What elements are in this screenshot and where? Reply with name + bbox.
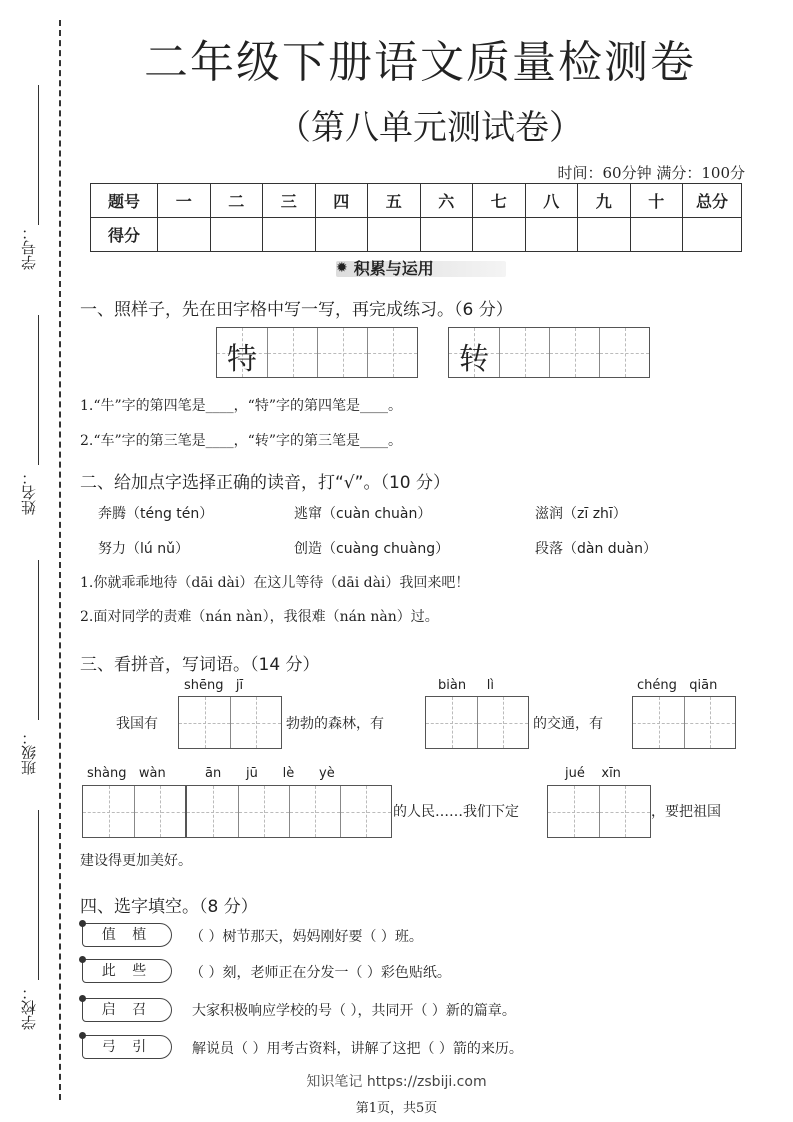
score-table-cell: 十	[630, 184, 683, 218]
score-cell[interactable]	[368, 218, 421, 252]
q2-title: 二、给加点字选择正确的读音，打“√”。（10 分）	[80, 473, 450, 493]
score-table-cell: 六	[420, 184, 473, 218]
q3-text: 我国有	[116, 716, 158, 732]
q2-line-1: 1.你就乖乖地待（dāi dài）在这儿等待（dāi dài）我回来吧！	[80, 575, 470, 591]
char-choice-pill: 值 植	[82, 923, 172, 947]
score-cell[interactable]	[525, 218, 578, 252]
answer-grid[interactable]	[186, 785, 392, 838]
student-id-blank	[38, 85, 39, 225]
score-cell[interactable]	[420, 218, 473, 252]
q3-text: 勃勃的森林，有	[286, 716, 384, 732]
q2-item: 努力（lú nǔ）	[98, 541, 189, 557]
q4-title: 四、选字填空。（8 分）	[80, 897, 258, 917]
tianzige-grid-b[interactable]	[448, 327, 650, 378]
exam-meta: 时间：60分钟 满分：100分	[557, 164, 745, 182]
school-label: 学校：	[20, 985, 38, 1030]
answer-grid[interactable]	[82, 785, 186, 838]
answer-grid[interactable]	[632, 696, 736, 749]
binding-dashed-line	[59, 20, 61, 1100]
score-cell[interactable]	[578, 218, 631, 252]
score-table	[90, 183, 742, 252]
q2-item: 段落（dàn duàn）	[535, 541, 658, 557]
q1-line-2: 2.“车”字的第三笔是____，“转”字的第三笔是____。	[80, 433, 402, 449]
class-label: 班级：	[20, 730, 38, 775]
pinyin: biàn lì	[438, 678, 494, 693]
score-table-score-row	[91, 218, 742, 252]
score-table-cell: 一	[158, 184, 211, 218]
class-blank	[38, 560, 39, 720]
score-table-header-row	[91, 184, 742, 218]
score-table-cell: 二	[210, 184, 263, 218]
q2-item: 滋润（zī zhī）	[535, 506, 627, 522]
school-blank	[38, 810, 39, 980]
sample-char: 转	[459, 342, 489, 377]
section-banner	[336, 256, 434, 279]
q3-text: 的人民……我们下定	[393, 804, 519, 820]
q2-item: 逃窜（cuàn chuàn）	[294, 506, 432, 522]
score-table-cell: 三	[263, 184, 316, 218]
char-choice-pill: 此 些	[82, 959, 172, 983]
pinyin: jué xīn	[565, 766, 621, 781]
name-label: 姓名：	[20, 470, 38, 515]
score-table-cell: 九	[578, 184, 631, 218]
score-table-cell: 题号	[91, 184, 158, 218]
answer-grid[interactable]	[547, 785, 651, 838]
q3-text: 的交通，有	[533, 716, 603, 732]
answer-grid[interactable]	[425, 696, 529, 749]
char-choice-pill: 弓 引	[82, 1035, 172, 1059]
q4-sentence: 大家积极响应学校的号（ ），共同开（ ）新的篇章。	[192, 1003, 516, 1019]
score-cell[interactable]	[473, 218, 526, 252]
char-choice-pill: 启 召	[82, 998, 172, 1022]
answer-grid[interactable]	[178, 696, 282, 749]
q2-item: 创造（cuàng chuàng）	[294, 541, 450, 557]
score-table-cell: 四	[315, 184, 368, 218]
page-title: 二年级下册语文质量检测卷	[144, 37, 696, 88]
pinyin: shàng wàn	[87, 766, 166, 781]
tianzige-grid-a[interactable]	[216, 327, 418, 378]
q3-title: 三、看拼音，写词语。（14 分）	[80, 655, 320, 675]
score-cell[interactable]	[630, 218, 683, 252]
score-table-cell: 总分	[683, 184, 742, 218]
watermark: 知识笔记 https://zsbiji.com	[306, 1074, 487, 1090]
pinyin: chéng qiān	[637, 678, 718, 693]
score-cell[interactable]	[683, 218, 742, 252]
student-id-label: 学号：	[20, 225, 38, 270]
page-subtitle: （第八单元测试卷）	[277, 108, 583, 148]
q4-sentence: （ ）刻，老师正在分发一（ ）彩色贴纸。	[190, 965, 451, 981]
q4-sentence: 解说员（ ）用考古资料，讲解了这把（ ）箭的来历。	[192, 1041, 523, 1057]
pinyin: shēng jī	[184, 678, 244, 693]
pinyin: ān jū lè yè	[205, 766, 335, 781]
q2-item: 奔腾（téng tén）	[98, 506, 214, 522]
section-title: 积累与运用	[353, 259, 434, 278]
score-cell[interactable]	[158, 218, 211, 252]
name-blank	[38, 315, 39, 465]
score-table-cell: 五	[368, 184, 421, 218]
score-cell[interactable]	[210, 218, 263, 252]
sun-icon: ✹	[336, 259, 348, 276]
q1-line-1: 1.“牛”字的第四笔是____，“特”字的第四笔是____。	[80, 398, 402, 414]
q3-text: ，要把祖国	[651, 804, 721, 820]
score-table-cell: 七	[473, 184, 526, 218]
score-table-cell: 八	[525, 184, 578, 218]
q1-title: 一、照样子，先在田字格中写一写，再完成练习。（6 分）	[80, 300, 513, 320]
q3-text: 建设得更加美好。	[80, 853, 192, 869]
score-cell[interactable]	[315, 218, 368, 252]
score-table-cell: 得分	[91, 218, 158, 252]
q4-sentence: （ ）树节那天，妈妈刚好要（ ）班。	[190, 929, 423, 945]
sample-char: 特	[227, 342, 257, 377]
page-number: 第1页，共5页	[355, 1101, 438, 1116]
score-cell[interactable]	[263, 218, 316, 252]
q2-line-2: 2.面对同学的责难（nán nàn），我很难（nán nàn）过。	[80, 609, 439, 625]
